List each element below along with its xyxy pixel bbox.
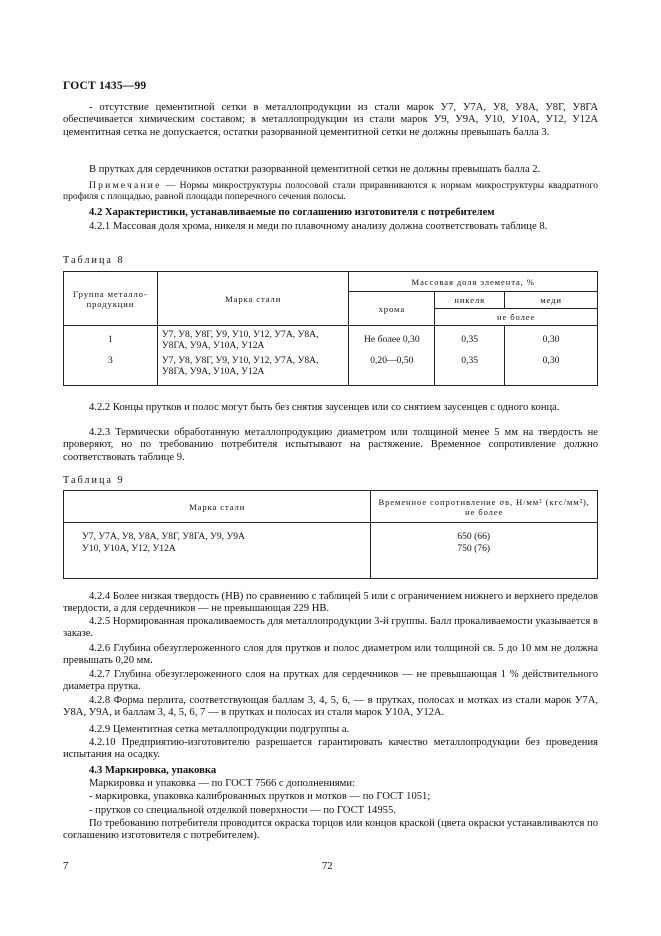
paragraph-4-3-3: - прутков со специальной отделкой поверхности — по ГОСТ 14955.	[89, 805, 396, 816]
table-row: 3 У7, У8, У8Г, У9, У10, У12, У7А, У8А, У8ГА, У9А, У10А, У12А 0,20—0,50 0,35 0,30	[64, 354, 598, 386]
paragraph-4-2-9: 4.2.9 Цементитная сетка металлопродукции подгруппы а.	[89, 724, 350, 735]
note-text: — Нормы микроструктуры полосовой стали приравниваются к нормам микроструктуры квадратного профиля с площадью, равной площади поперечного сечения полосы.	[63, 180, 598, 203]
table8-header-mass: Массовая доля элемента, %	[349, 272, 598, 292]
section-4-2-title: 4.2 Характеристики, устанавливаемые по соглашению изготовителя с потребителем	[89, 207, 495, 218]
paragraph-4-3-2: - маркировка, упаковка калиброванных прутков и мотков — по ГОСТ 1051;	[89, 791, 431, 802]
table8-header-copper: меди	[505, 292, 598, 309]
table9-header-mark: Марка стали	[64, 491, 371, 523]
table8-header-nickel: никеля	[435, 292, 505, 309]
document-header: ГОСТ 1435—99	[63, 80, 147, 92]
paragraph-4-2-3: 4.2.3 Термически обработанную металлопродукцию диаметром или толщиной менее 5 мм на твердость не проверяют, но по требованию потребителя испытывают на растяжение. Временное сопротивление должно соответствовать таблице 9.	[63, 427, 598, 463]
table9-header-value: Временное сопротивление σв, Н/мм² (кгс/мм²), не более	[371, 491, 598, 523]
table8-caption: Таблица 8	[63, 255, 125, 266]
table8-header-chrome: хрома	[349, 292, 435, 326]
table9-caption: Таблица 9	[63, 475, 125, 486]
note-label: Примечание	[89, 180, 162, 191]
paragraph-4-2-7: 4.2.7 Глубина обезуглероженного слоя на прутках для сердечников — не превышающая 1 % действительного диаметра прутка.	[63, 669, 598, 693]
section-4-3-title: 4.3 Маркировка, упаковка	[89, 765, 217, 776]
paragraph-4-2-4: 4.2.4 Более низкая твердость (НВ) по сравнению с таблицей 5 или с ограничением нижнего и верхнего пределов твердости, а для сердечников — не превышающая 229 НВ.	[63, 591, 598, 615]
table8-header-mark: Марка стали	[157, 272, 349, 326]
paragraph-cementite-network: - отсутствие цементитной сетки в металлопродукции из стали марок У7, У7А, У8, У8А, У8Г, У8ГА обеспечивается химическим составом; в металлопродукции из стали марок У9, У9А, У10, У10А, У12, У12А цементитная сетка не допускается, остатки разорванной цементитной сетки не должны превышать балла 3.	[63, 102, 598, 138]
paragraph-4-2-6: 4.2.6 Глубина обезуглероженного слоя для прутков и полос диаметром или толщиной св. 5 до 10 мм не должна превышать 0,20 мм.	[63, 643, 598, 667]
table8-header-group: Группа металло-продукции	[64, 272, 158, 326]
page-number: 72	[322, 861, 333, 872]
paragraph-4-2-10: 4.2.10 Предприятию-изготовителю разрешается гарантировать качество металлопродукции без проведения испытания на осадку.	[63, 737, 598, 761]
table8-header-not-more: не более	[435, 309, 598, 326]
paragraph-4-3-1: Маркировка и упаковка — по ГОСТ 7566 с дополнениями:	[89, 778, 355, 789]
paragraph-4-3-4: По требованию потребителя проводится окраска торцов или концов краской (цвета окраски устанавливаются по соглашению изготовителя с потребителем).	[63, 818, 598, 842]
note	[63, 180, 598, 202]
paragraph-cores: В прутках для сердечников остатки разорванной цементитной сетки не должны превышать балла 2.	[89, 164, 541, 175]
table-row: 1 У7, У8, У8Г, У9, У10, У12, У7А, У8А, У8ГА, У9А, У10А, У12А Не более 0,30 0,35 0,30	[64, 326, 598, 354]
table8	[63, 271, 598, 386]
table-row: У7, У7А, У8, У8А, У8Г, У8ГА, У9, У9А У10, У10А, У12, У12А 650 (66) 750 (76)	[64, 523, 598, 579]
paragraph-4-2-2: 4.2.2 Концы прутков и полос могут быть без снятия заусенцев или со снятием заусенцев с одного конца.	[89, 402, 560, 413]
paragraph-4-2-5: 4.2.5 Нормированная прокаливаемость для металлопродукции 3-й группы. Балл прокаливаемости указывается в заказе.	[63, 616, 598, 640]
paragraph-4-2-1: 4.2.1 Массовая доля хрома, никеля и меди по плавочному анализу должна соответствовать таблице 8.	[89, 221, 548, 232]
paragraph-4-2-8: 4.2.8 Форма перлита, соответствующая баллам 3, 4, 5, 6, — в прутках, полосах и мотках из стали марок У7А, У8А, У9А, и баллам 3, 4, 5, 6, 7 — в прутках и полосах из стали марок У10А, У12А.	[63, 695, 598, 719]
footer-left-number: 7	[63, 861, 69, 872]
table9	[63, 490, 598, 579]
